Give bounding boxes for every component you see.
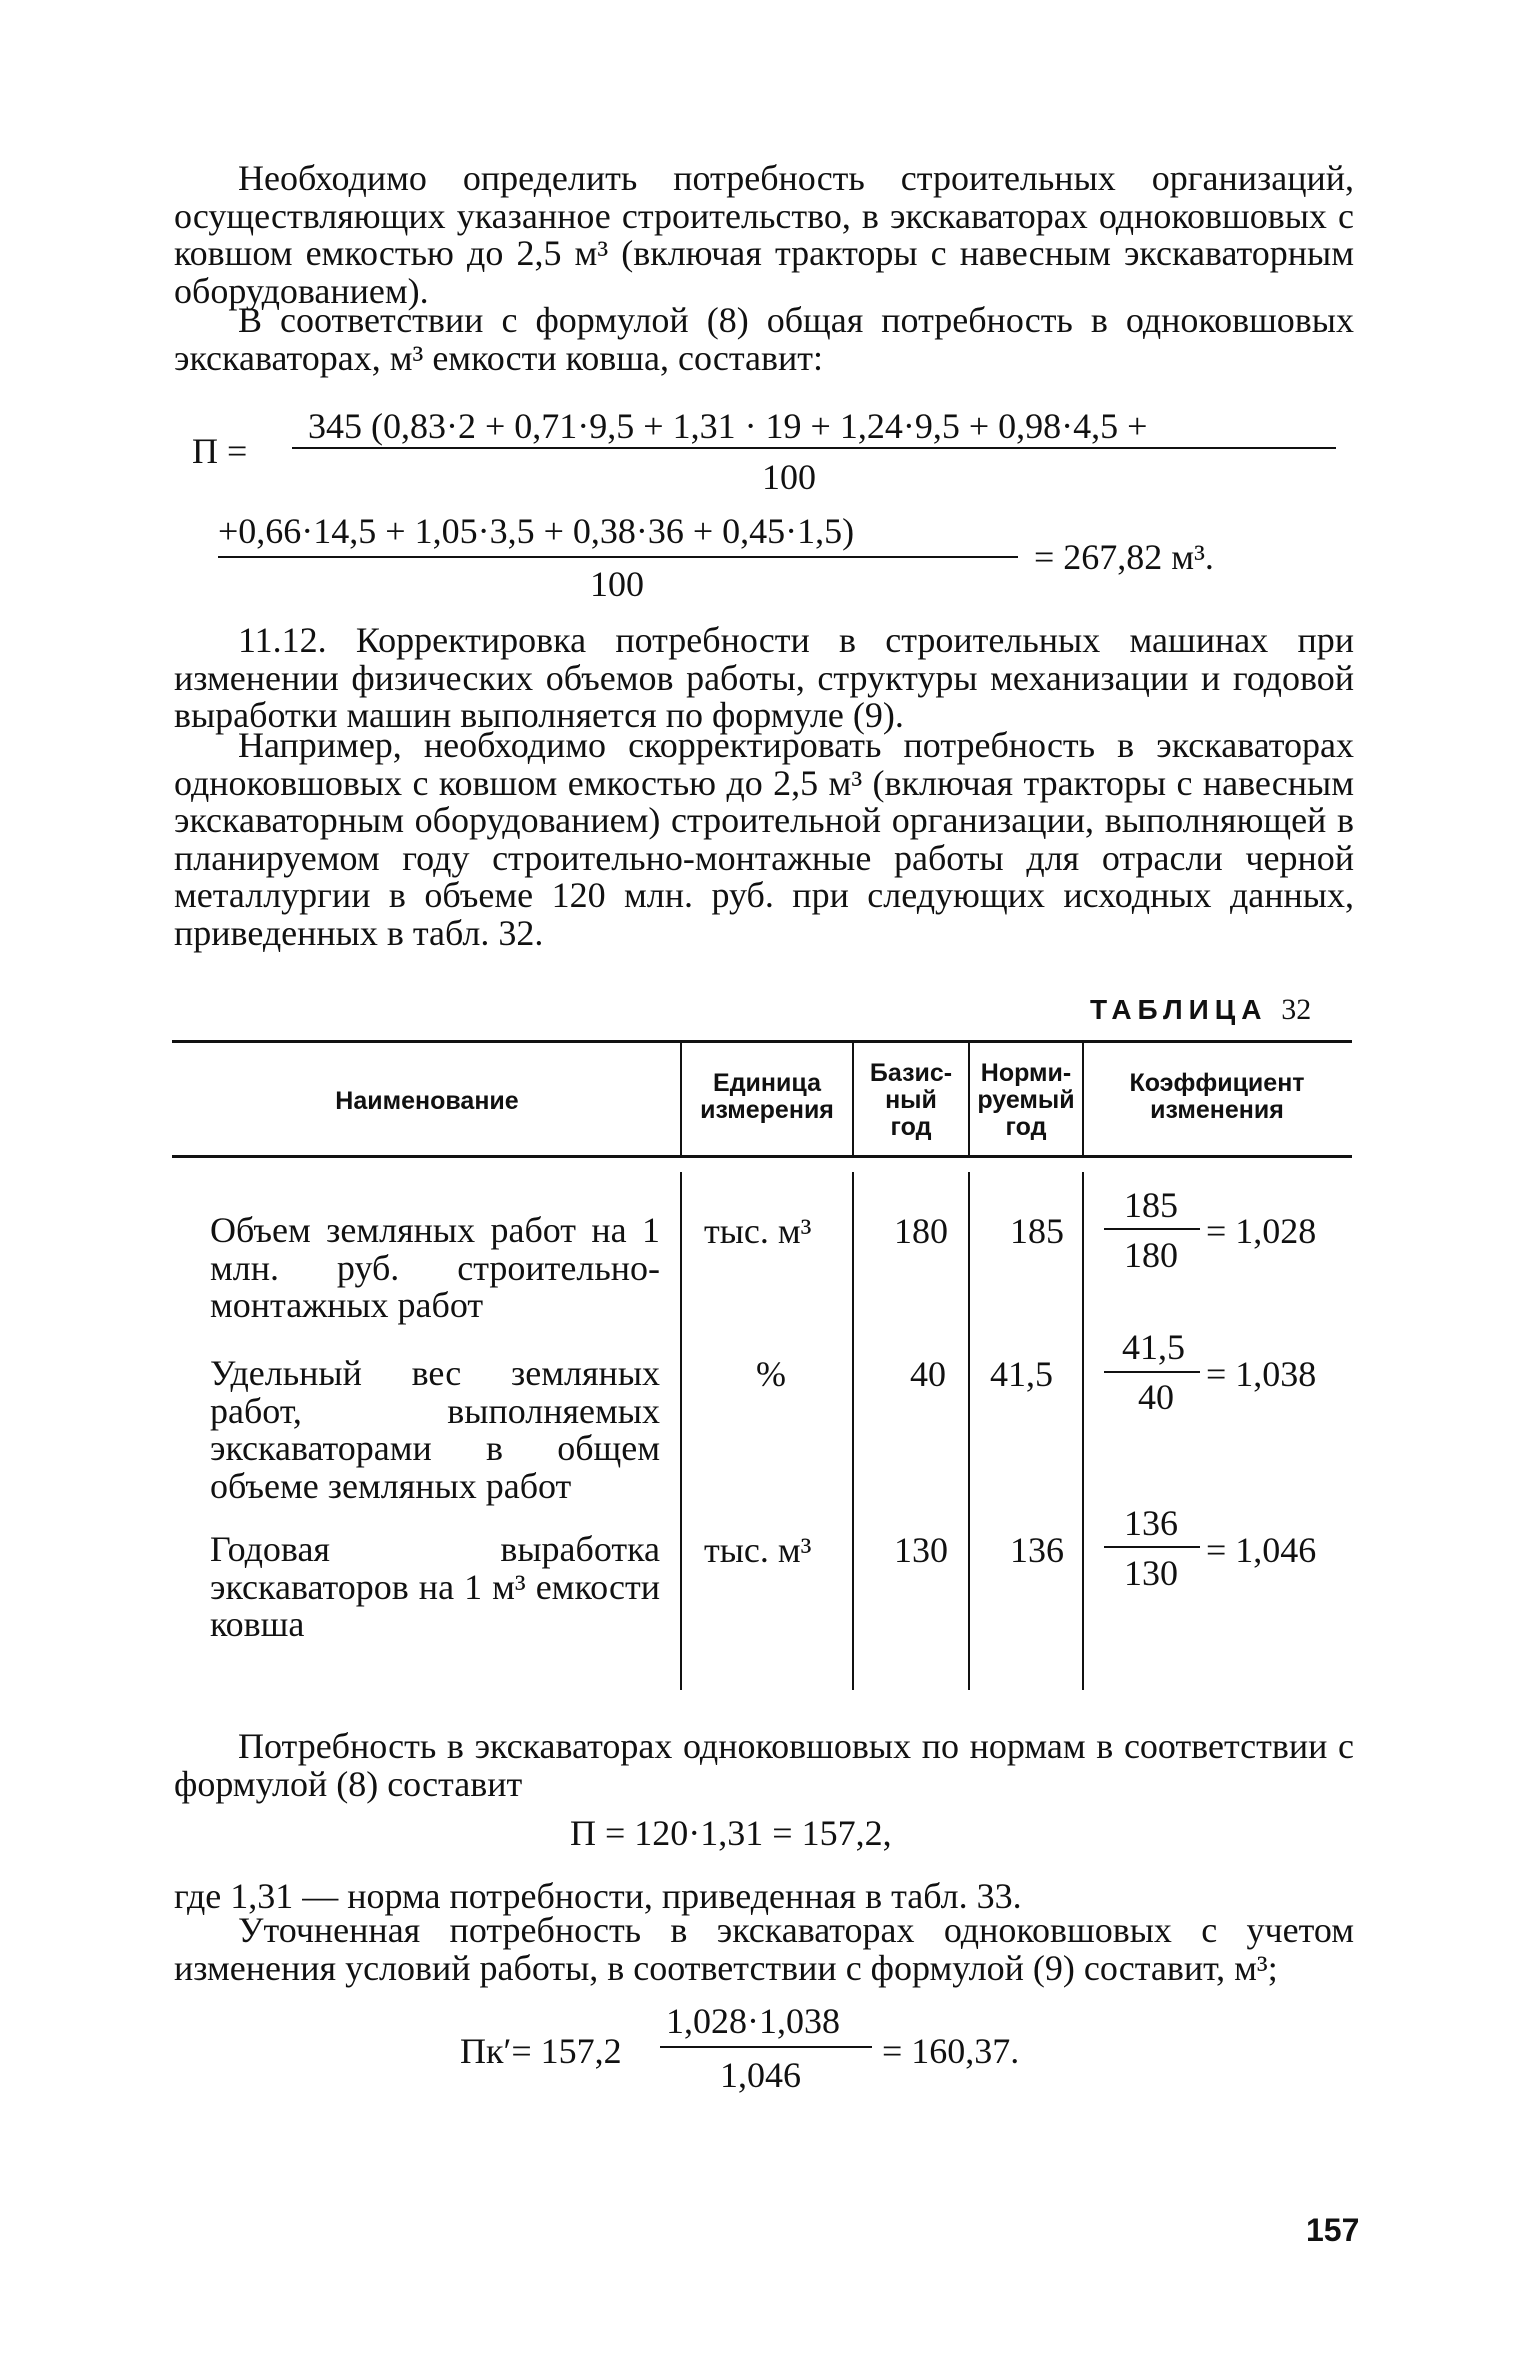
formula3-denominator: 1,046 xyxy=(720,2055,801,2095)
row-base-value: 40 xyxy=(910,1354,946,1394)
formula3-result: = 160,37. xyxy=(882,2031,1020,2071)
table-header-rule xyxy=(172,1155,1352,1158)
header-base-line1: Базис- xyxy=(869,1059,953,1087)
header-unit-line2: измерения xyxy=(700,1096,834,1124)
table-title-word: ТАБЛИЦА xyxy=(1090,994,1268,1025)
header-unit-line1: Единица xyxy=(713,1069,821,1097)
formula1-numerator-1: 345 (0,83·2 + 0,71·9,5 + 1,31 · 19 + 1,24·9,5 + 0,98·4,5 + xyxy=(308,406,1148,446)
coef-fraction-denominator: 130 xyxy=(1124,1553,1178,1593)
fraction-bar xyxy=(660,2046,872,2048)
paragraph-formula-intro: В соответствии с формулой (8) общая потребность в одноковшовых экскаваторах, м³ емкости ковша, составит: xyxy=(174,300,1354,378)
column-divider xyxy=(680,1172,682,1690)
fraction-bar xyxy=(292,447,1336,449)
header-base-line3: год xyxy=(890,1113,932,1141)
row-unit: тыс. м³ xyxy=(704,1211,812,1251)
paragraph-refined-demand: Уточненная потребность в экскаваторах одноковшовых с учетом изменения условий работы, в соответствии с формулой (9) составит, м³; xyxy=(174,1910,1354,1988)
formula3-lhs: Пк′= 157,2 xyxy=(460,2031,622,2071)
header-coefficient xyxy=(1084,1070,1350,1124)
row-norm-value: 136 xyxy=(1010,1530,1064,1570)
table-title xyxy=(1090,993,1311,1027)
header-name: Наименование xyxy=(335,1087,519,1115)
fraction-bar xyxy=(1104,1228,1200,1230)
header-norm-line3: год xyxy=(1005,1113,1047,1141)
formula1-lhs: П = xyxy=(192,431,248,471)
header-coef-line1: Коэффициент xyxy=(1129,1069,1305,1097)
header-norm-line2: руемый xyxy=(977,1086,1075,1114)
column-divider xyxy=(1082,1172,1084,1690)
header-norm-year xyxy=(970,1060,1082,1141)
paragraph-norm-demand: Потребность в экскаваторах одноковшовых по нормам в соответствии с формулой (8) составит xyxy=(174,1726,1354,1804)
table-top-rule xyxy=(172,1040,1352,1043)
fraction-bar xyxy=(1104,1371,1200,1373)
header-base-line2: ный xyxy=(885,1086,937,1114)
fraction-bar xyxy=(1104,1546,1200,1548)
formula1-result: = 267,82 м³. xyxy=(1034,537,1214,577)
formula1-numerator-2: +0,66·14,5 + 1,05·3,5 + 0,38·36 + 0,45·1,5) xyxy=(218,511,855,551)
coef-value: = 1,046 xyxy=(1206,1530,1317,1570)
coef-fraction-numerator: 185 xyxy=(1124,1185,1178,1225)
coef-fraction-denominator: 180 xyxy=(1124,1235,1178,1275)
coef-fraction-denominator: 40 xyxy=(1138,1377,1174,1417)
paragraph-intro: Необходимо определить потребность строительных организаций, осуществляющих указанное строительство, в экскаваторах одноковшовых с ковшом емкостью до 2,5 м³ (включая тракторы с навесным экскаваторным оборудованием). xyxy=(174,158,1354,311)
coef-fraction-numerator: 41,5 xyxy=(1122,1327,1185,1367)
coef-fraction-numerator: 136 xyxy=(1124,1503,1178,1543)
fraction-bar xyxy=(218,556,1018,558)
formula1-denominator-1: 100 xyxy=(762,457,816,497)
row-base-value: 180 xyxy=(894,1211,948,1251)
row-base-value: 130 xyxy=(894,1530,948,1570)
row-name: Удельный вес земляных работ, выполняемых экскаваторами в общем объеме земляных работ xyxy=(210,1353,660,1506)
row-name: Объем земляных работ на 1 млн. руб. строительно-монтажных работ xyxy=(210,1210,660,1325)
formula-norm-demand: П = 120·1,31 = 157,2, xyxy=(570,1813,892,1853)
row-norm-value: 185 xyxy=(1010,1211,1064,1251)
column-divider xyxy=(968,1172,970,1690)
row-norm-value: 41,5 xyxy=(990,1354,1053,1394)
paragraph-example: Например, необходимо скорректировать потребность в экскаваторах одноковшовых с ковшом емкостью до 2,5 м³ (включая тракторы с навесным экскаваторным оборудованием) строительной организации, выполняющей в планируемом году строительно-монтажные работы для отрасли черной металлургии в объеме 120 млн. руб. при следующих исходных данных, приведенных в табл. 32. xyxy=(174,725,1354,953)
header-base-year xyxy=(854,1060,968,1141)
column-divider xyxy=(852,1172,854,1690)
header-coef-line2: изменения xyxy=(1150,1096,1284,1124)
formula1-denominator-2: 100 xyxy=(590,564,644,604)
paragraph-norm-note: где 1,31 — норма потребности, приведенная в табл. 33. xyxy=(174,1876,1022,1916)
paragraph-correction: 11.12. Корректировка потребности в строительных машинах при изменении физических объемов работы, структуры механизации и годовой выработки машин выполняется по формуле (9). xyxy=(174,620,1354,735)
row-unit: % xyxy=(756,1354,786,1394)
table-number: 32 xyxy=(1281,993,1312,1026)
coef-value: = 1,028 xyxy=(1206,1211,1317,1251)
coef-value: = 1,038 xyxy=(1206,1354,1317,1394)
page-number: 157 xyxy=(1306,2212,1360,2248)
header-norm-line1: Норми- xyxy=(980,1059,1072,1087)
header-unit xyxy=(682,1070,852,1124)
row-name: Годовая выработка экскаваторов на 1 м³ емкости ковша xyxy=(210,1529,660,1644)
row-unit: тыс. м³ xyxy=(704,1530,812,1570)
formula3-numerator: 1,028·1,038 xyxy=(666,2001,840,2041)
